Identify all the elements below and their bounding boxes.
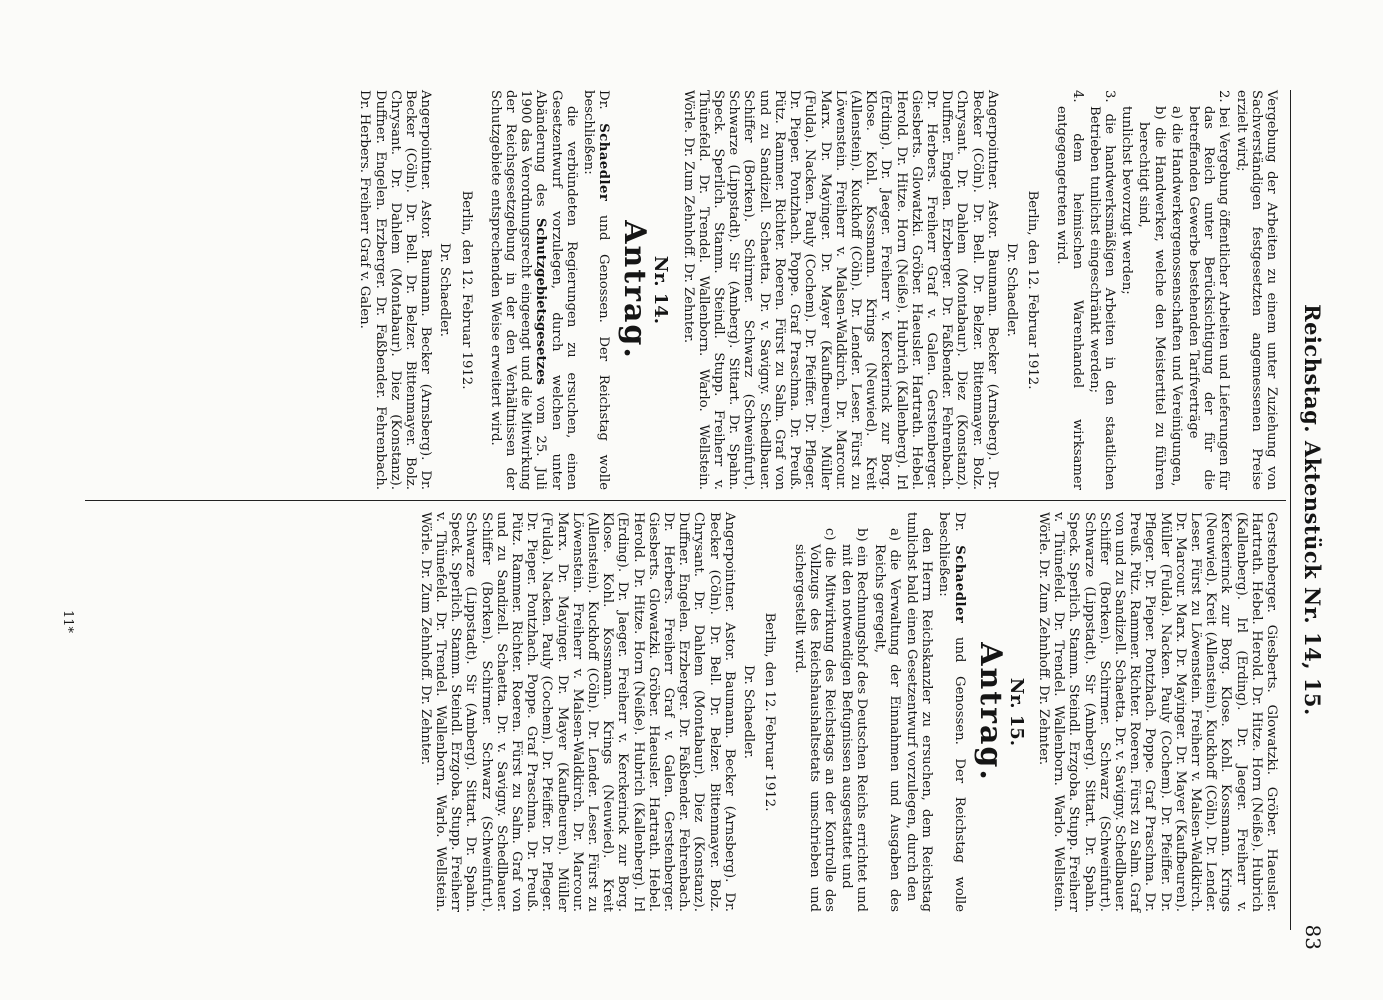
motion-proposer: Schaedler (951, 545, 967, 624)
motion-proposer: Schaedler (596, 123, 612, 202)
motion-intro: Dr. Schaedler und Genossen. Der Reichstag wolle beschließen: (581, 90, 612, 490)
list-subitem: a) die Verwaltung der Einnahmen und Ausgaben des Reichs geregelt, (871, 528, 902, 912)
co-signers-list: Angerpointner. Astor. Baumann. Becker (Arnsberg). Dr. Becker (Cöln). Dr. Bell. Dr. Belzer. Bittenmayer. Bolz. Chrysant. Dr. Dahlem (Montabaur). Diez (Konstanz). Duffner. Engelen. Erzberger. Dr. Faßbender. Fehrenbach. Dr. Herbers. Freiherr Graf v. Galen. Gerstenberger. Giesberts. Glowatzki. Gröber. Haeusler. Hartrath. Hebel. Herold. Dr. Hitze. Horn (Neiße). Hubrich (Kallenberg). Irl (Erding). Dr. Jaeger. Freiherr v. Kerckerinck zur Borg. Klose. Kohl. Kossmann. Krings (Neuwied). Kreit (Allenstein). Kuckhoff (Cöln). Dr. Lender. Leser. Fürst zu Löwenstein. Freiherr v. Malsen-Waldkirch. Dr. Marcour. Marx. Dr. Mayinger. Dr. Mayer (Kaufbeuren). Müller (Fulda). Nacken. Pauly (Cochem). Dr. Pfeiffer. Dr. Pfleger. Dr. Pieper. Pontzhach. Poppe. Graf Praschma. Dr. Preuß. Pütz. Rammer. Richter. Roeren. Fürst zu Salm. Graf von und zu Sandizell. Schaetta. Dr. v. Savigny. Schedlbauer. Schiffer (Borken). Schirmer. Schwarz (Schweinfurt). Schwarze (Lippstadt). Sir (Amberg). Sittart. Dr. Spahn. Speck. Sperlich. Stamm. Steindl. Stupp. Freiherr v. Thünefeld. Dr. Trendel. Wallenborn. Warlo. Wellstein. Wörle. Dr. Zum Zehnhoff. Dr. Zehnter. (680, 90, 1000, 490)
motion-text (488, 90, 579, 490)
page-title: Reichstag. Aktenstück Nr. 14, 15. (1300, 304, 1325, 716)
right-column (416, 512, 1279, 912)
signer-name: Dr. Schaedler. (741, 665, 757, 759)
motion-number: Nr. 15. (1005, 677, 1027, 747)
motion-intro-text: und Genossen. Der Reichstag wolle beschließen: (581, 90, 612, 490)
left-column (355, 90, 1279, 490)
date-line: Berlin, den 12. Februar 1912. (762, 612, 778, 812)
date-line: Berlin, den 12. Februar 1912. (458, 190, 474, 390)
motion-text-part: vom 25. Juli 1900 das Verordnungsrecht eingeengt und die Mitwirkung der Reichsgesetzgebung in der den Verhältnissen der Schutzgebiete entsprechenden Weise erweitert wird. (487, 90, 549, 490)
motion-text: den Herrn Reichskanzler zu ersuchen, dem Reichstag tunlichst bald einen Gesetzentwurf vorzulegen, durch den (903, 512, 935, 912)
motion-intro-text: und Genossen. Der Reichstag wolle beschließen: (936, 512, 967, 912)
header-rule (1290, 90, 1291, 930)
motion-text-emphasis: Schutzgebietsgesetzes (533, 218, 549, 385)
signer-name: Dr. Schaedler. (1003, 243, 1019, 337)
motion-number: Nr. 14. (650, 255, 672, 325)
list-text: tunlichst bevorzugt werden; (1119, 106, 1135, 295)
list-subitem: c) die Mitwirkung des Reichstags an der Kontrolle des Vollzugs des Reichshaushaltsetats umschrieben und sichergestellt wird. (791, 528, 837, 912)
motion-title: Antrag. (617, 220, 653, 360)
co-signers-list: Angerpointner. Astor. Baumann. Becker (Arnsberg). Dr. Becker (Cöln). Dr. Bell. Dr. Belzer. Bittenmayer. Bolz. Chrysant. Dr. Dahlem (Montabaur). Diez (Konstanz). Duffner. Engelen. Erzberger. Dr. Faßbender. Fehrenbach. Dr. Herbers. Freiherr Graf v. Galen. (357, 90, 434, 490)
column-divider (85, 500, 1286, 501)
signer-name: Dr. Schaedler. (437, 243, 453, 337)
date-line: Berlin, den 12. Februar 1912. (1025, 190, 1041, 390)
list-subitem: b) die Handwerker, welche den Meistertitel zu führen berechtigt sind, (1136, 106, 1167, 490)
list-subitem: b) ein Rechnungshof des Deutschen Reichs errichtet und mit den notwendigen Befugnissen ausgestattet und (839, 528, 870, 912)
page-header (1295, 90, 1325, 950)
signature-mark: 11* (60, 610, 75, 634)
co-signers-list: Angerpointner. Astor. Baumann. Becker (Arnsberg). Dr. Becker (Cöln). Dr. Bell. Dr. Belzer. Bittenmayer. Bolz. Chrysant. Dr. Dahlem (Montabaur). Diez (Konstanz). Duffner. Engelen. Erzberger. Dr. Faßbender. Fehrenbach. Dr. Herbers. Freiherr Graf v. Galen. Gerstenberger. Giesberts. Glowatzki. Gröber. Haeusler. Hartrath. Hebel. Herold. Dr. Hitze. Horn (Neiße). Hubrich (Kallenberg). Irl (Erding). Dr. Jaeger. Freiherr v. Kerckerinck zur Borg. Klose. Kohl. Kossmann. Krings (Neuwied). Kreit (Allenstein). Kuckhoff (Cöln). Dr. Lender. Leser. Fürst zu Löwenstein. Freiherr v. Malsen-Waldkirch. Dr. Marcour. Marx. Dr. Mayinger. Dr. Mayer (Kaufbeuren). Müller (Fulda). Nacken. Pauly (Cochem). Dr. Pfeiffer. Dr. Pfleger. Dr. Pieper. Pontzhach. Poppe. Graf Praschma. Dr. Preuß. Pütz. Rammer. Richter. Roeren. Fürst zu Salm. Graf von und zu Sandizell. Schaetta. Dr. v. Savigny. Schedlbauer. Schiffer (Borken). Schirmer. Schwarz (Schweinfurt). Schwarze (Lippstadt). Sir (Amberg). Sittart. Dr. Spahn. Speck. Sperlich. Stamm. Steindl. Erzgoba. Stupp. Freiherr v. Thünefeld. Dr. Trendel. Wallenborn. Warlo. Wellstein. Wörle. Dr. Zum Zehnhoff. Dr. Zehnter. (417, 512, 737, 912)
continued-text: Vergebung der Arbeiten zu einem unter Zuziehung von Sachverständigen festgesetzten angemessenen Preise erzielt wird; (1233, 90, 1279, 490)
motion-title: Antrag. (972, 642, 1008, 782)
list-item: 2. bei Vergebung öffentlicher Arbeiten und Lieferungen für das Reich unter Berücksichtigung der für die betreffenden Gewerbe bestehenden Tarifverträge (1185, 90, 1232, 490)
motion-intro: Dr. Schaedler und Genossen. Der Reichstag wolle beschließen: (936, 512, 967, 912)
co-signers-list: Gerstenberger. Giesberts. Glowatzki. Gröber. Haeusler. Hartrath. Hebel. Herold. Dr. Hitze. Horn (Neiße). Hubrich (Kallenberg). Irl (Erding). Dr. Jaeger. Freiherr v. Kerckerinck zur Borg. Klose. Kohl. Kossmann. Krings (Neuwied). Kreit (Allenstein). Kuckhoff (Cöln). Dr. Lender. Leser. Fürst zu Löwenstein. Freiherr v. Malsen-Waldkirch. Dr. Marcour. Marx. Dr. Mayinger. Dr. Mayer (Kaufbeuren). Müller (Fulda). Nacken. Pauly (Cochem). Dr. Pfeiffer. Dr. Pfleger. Dr. Pieper. Pontzhach. Poppe. Graf Praschma. Dr. Preuß. Pütz. Rammer. Richter. Roeren. Fürst zu Salm. Graf von und zu Sandizell. Schaetta. Dr. v. Savigny. Schedlbauer. Schiffer (Borken). Schirmer. Schwarz (Schweinfurt). Schwarze (Lippstadt). Sir (Amberg). Sittart. Dr. Spahn. Speck. Sperlich. Stamm. Steindl. Erzgoba. Stupp. Freiherr v. Thünefeld. Dr. Trendel. Wallenborn. Warlo. Wellstein. Wörle. Dr. Zum Zehnhoff. Dr. Zehnter. (1035, 512, 1279, 912)
list-subitem: a) die Handwerkergenossenschaften und Vereinigungen, (1168, 106, 1184, 487)
page-number: 83 (1301, 924, 1325, 950)
list-item: 3. die handwerksmäßigen Arbeiten in den staatlichen Betrieben tunlichst eingeschränkt werden; (1086, 90, 1117, 490)
list-item: 4. dem heimischen Warenhandel wirksamer entgegengetreten wird. (1054, 90, 1085, 490)
motion-text-part: die verbündeten Regierungen zu ersuchen, einen Gesetzentwurf vorzulegen, durch welchen unter Abänderung des (533, 90, 579, 490)
